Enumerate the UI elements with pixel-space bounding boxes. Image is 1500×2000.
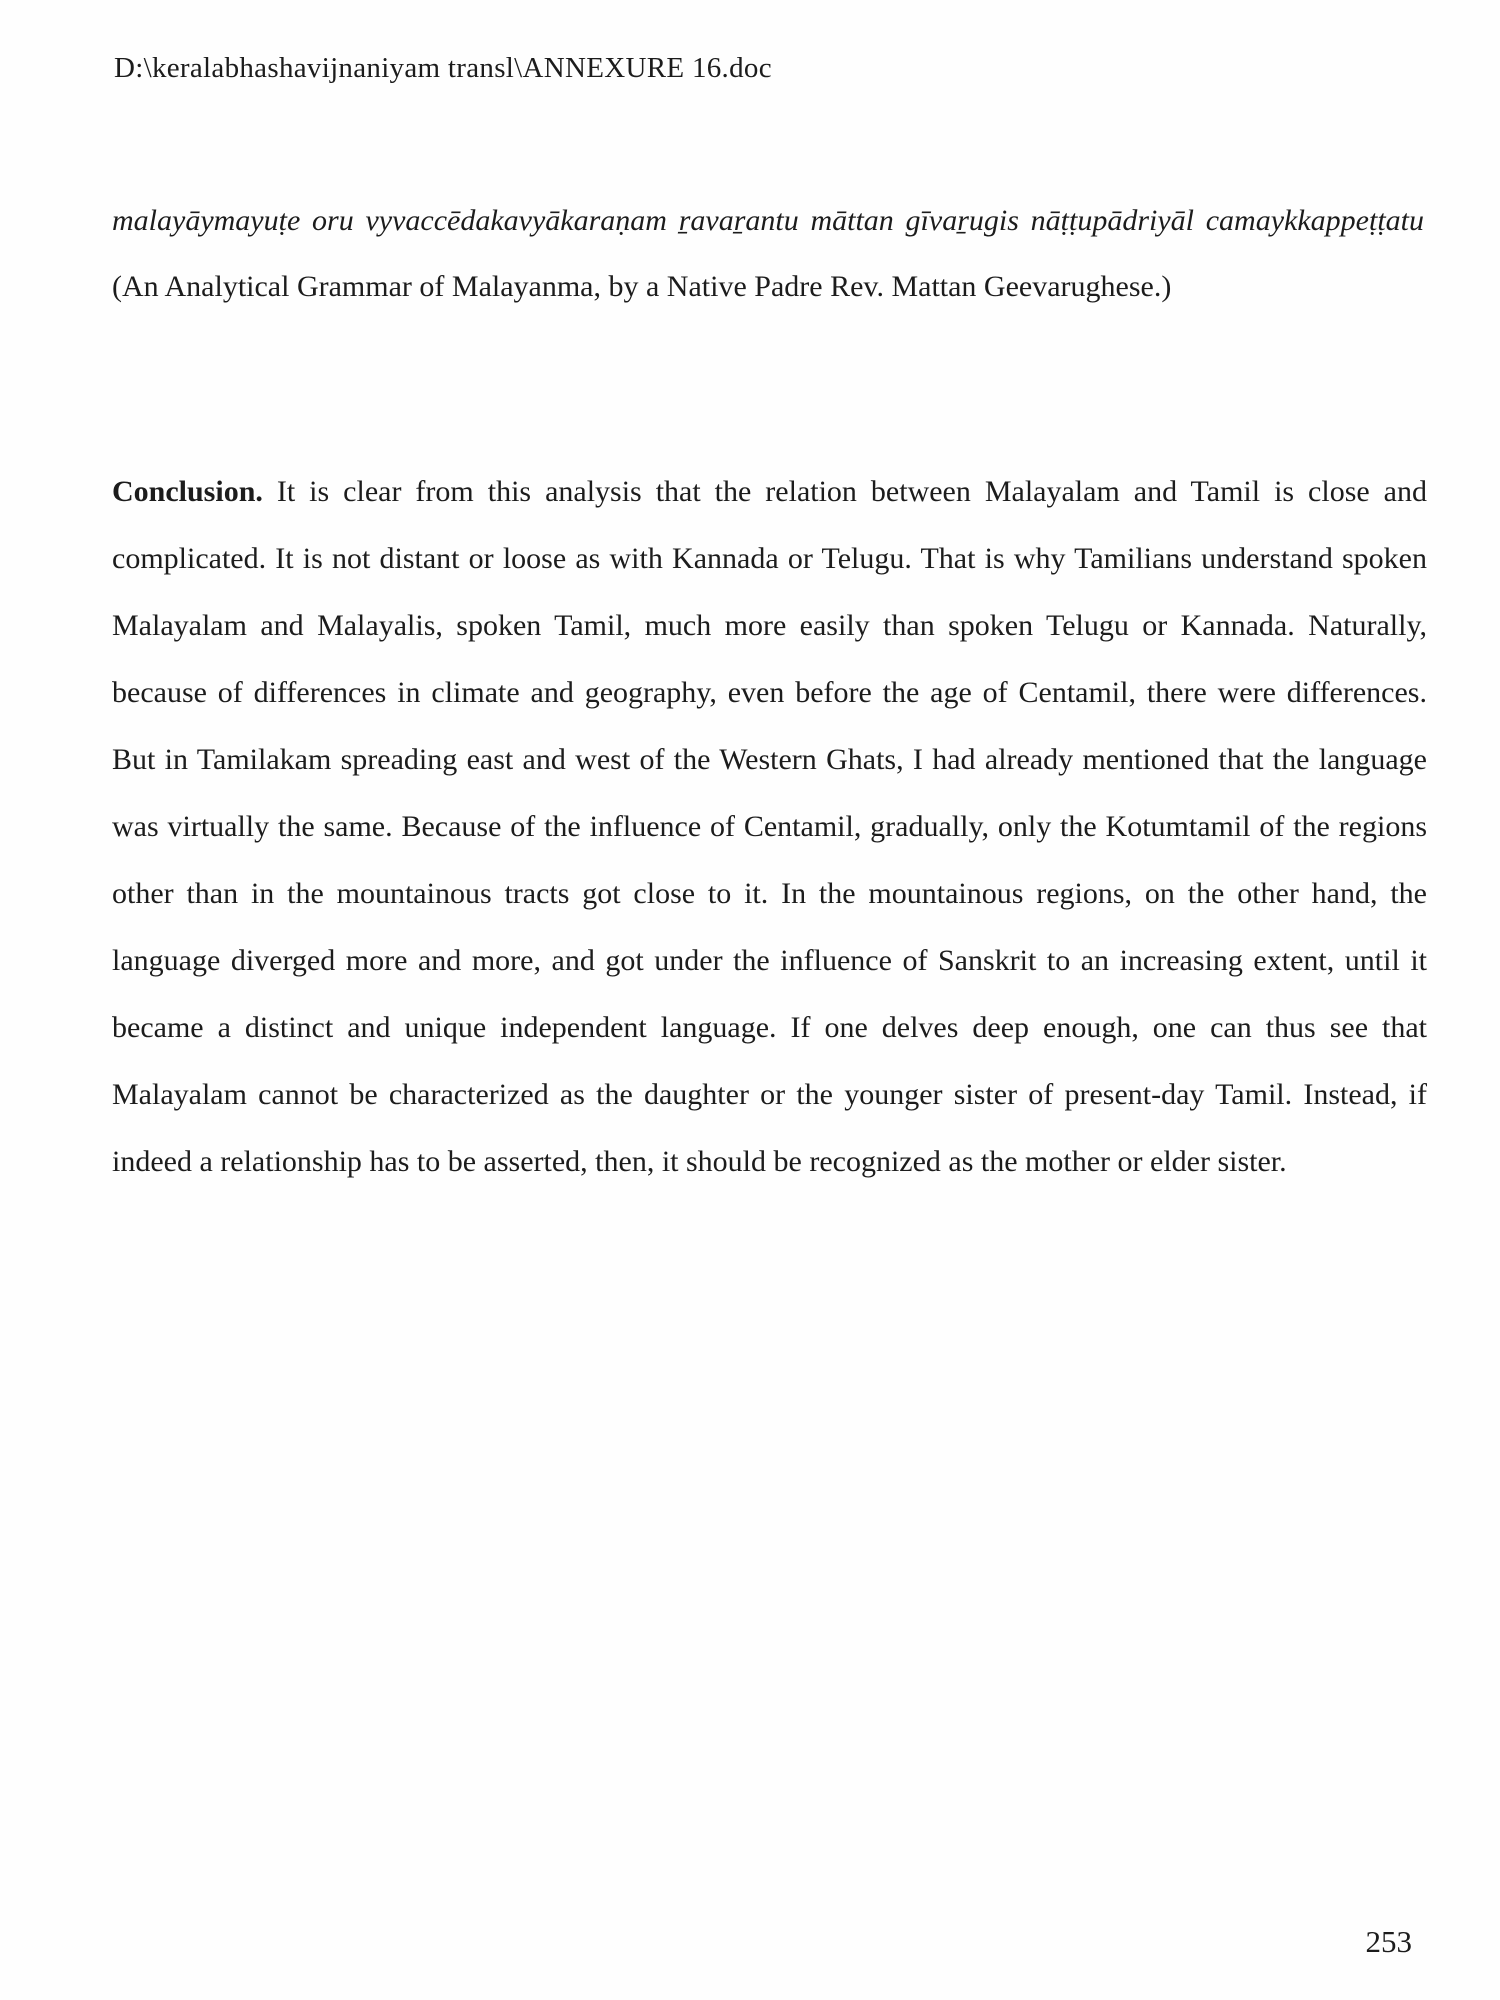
title-block: [112, 188, 1424, 320]
file-path-header: D:\keralabhashavijnaniyam transl\ANNEXURE 16.doc: [114, 52, 772, 84]
title-transliteration: malayāymayuṭe oru vyvaccēdakavyākaraṇam ṟavaṟantu māttan gīvaṟugis nāṭṭupādriyāl camaykkappeṭṭatu: [112, 204, 1424, 237]
title-translation: (An Analytical Grammar of Malayanma, by a Native Padre Rev. Mattan Geevarughese.): [112, 270, 1172, 303]
conclusion-heading: Conclusion.: [112, 475, 263, 508]
conclusion-paragraph: [112, 458, 1427, 1195]
conclusion-text: It is clear from this analysis that the relation between Malayalam and Tamil is close and complicated. It is not distant or loose as with Kannada or Telugu. That is why Tamilians understand spoken Malayalam and Malayalis, spoken Tamil, much more easily than spoken Telugu or Kannada. Naturally, because of differences in climate and geography, even before the age of Centamil, there were differences. But in Tamilakam spreading east and west of the Western Ghats, I had already mentioned that the language was virtually the same. Because of the influence of Centamil, gradually, only the Kotumtamil of the regions other than in the mountainous tracts got close to it. In the mountainous regions, on the other hand, the language diverged more and more, and got under the influence of Sanskrit to an increasing extent, until it became a distinct and unique independent language. If one delves deep enough, one can thus see that Malayalam cannot be characterized as the daughter or the younger sister of present-day Tamil. Instead, if indeed a relationship has to be asserted, then, it should be recognized as the mother or elder sister.: [112, 475, 1427, 1178]
page-number: 253: [1365, 1924, 1412, 1959]
